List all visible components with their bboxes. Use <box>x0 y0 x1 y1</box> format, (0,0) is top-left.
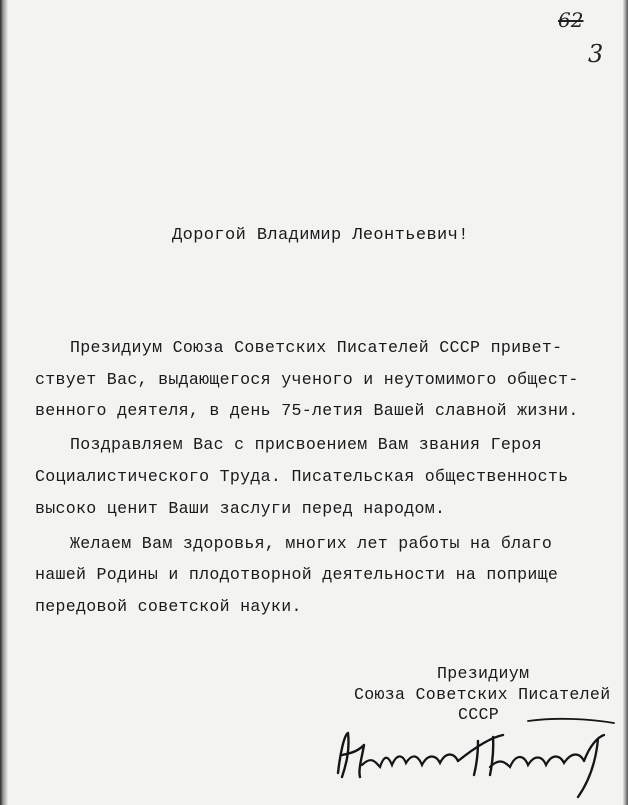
closing-line-presidium: Президиум <box>437 664 530 683</box>
letter-salutation: Дорогой Владимир Леонтьевич! <box>172 226 469 245</box>
letter-line: передовой советской науки. <box>35 597 302 616</box>
handwritten-signature <box>328 715 618 800</box>
letter-line: высоко ценит Ваши заслуги перед народом. <box>35 499 446 518</box>
closing-line-union: Союза Советских Писателей <box>354 685 611 704</box>
archive-sheet-number: 3 <box>588 40 604 68</box>
letter-line: нашей Родины и плодотворной деятельности на поприще <box>35 565 559 584</box>
letter-line: ствует Вас, выдающегося ученого и неутомимого общест- <box>35 370 579 389</box>
archive-sheet-number-old: 62 <box>558 8 584 32</box>
letter-line: Социалистического Труда. Писательская общественность <box>35 467 569 486</box>
letter-line: венного деятеля, в день 75-летия Вашей славной жизни. <box>35 401 579 420</box>
letter-line: Желаем Вам здоровья, многих лет работы на благо <box>70 534 553 553</box>
closing-line-ussr: СССР <box>458 705 500 724</box>
letter-line: Президиум Союза Советских Писателей СССР привет- <box>70 338 563 357</box>
letter-line: Поздравляем Вас с присвоением Вам звания Героя <box>70 435 542 454</box>
